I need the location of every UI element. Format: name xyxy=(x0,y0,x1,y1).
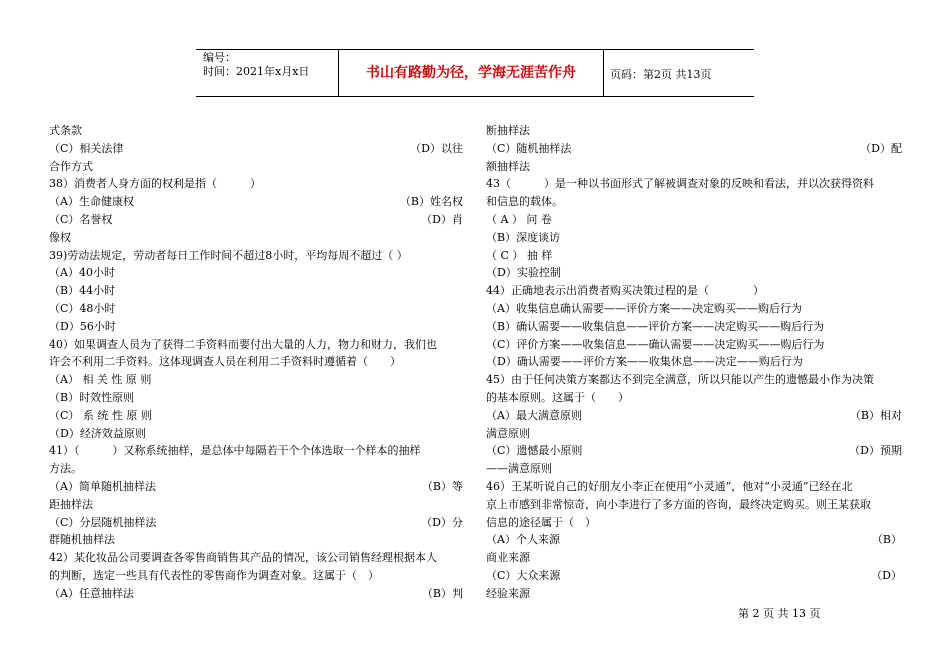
text-line xyxy=(486,425,902,443)
text-line xyxy=(49,353,463,371)
text-line xyxy=(486,211,902,229)
text-line xyxy=(49,282,463,300)
text-line xyxy=(486,496,902,514)
line-text: （ A ） 问 卷 xyxy=(486,212,552,226)
line-text: （ C ） 抽 样 xyxy=(486,248,553,262)
text-line xyxy=(486,531,902,549)
text-line xyxy=(49,122,463,140)
line-text: 的判断，选定一些具有代表性的零售商作为调查对象。这属于（ ） xyxy=(49,568,379,582)
line-text: （C）相关法律 xyxy=(49,141,124,155)
line-text: 许会不利用二手资料。这体现调查人员在利用二手资料时遵循着（ ） xyxy=(49,355,401,369)
line-text: 40）如果调查人员为了获得二手资料而要付出大量的人力，物力和财力，我们也 xyxy=(49,337,437,351)
text-line xyxy=(486,282,902,300)
text-line xyxy=(49,460,463,478)
text-line xyxy=(49,531,463,549)
text-line xyxy=(486,407,902,425)
line-text: 方法。 xyxy=(49,462,82,476)
line-text: 39)劳动法规定，劳动者每日工作时间不超过8小时，平均每周不超过（ ） xyxy=(49,248,408,262)
text-line xyxy=(486,300,902,318)
line-text: ——满意原则 xyxy=(486,462,552,476)
line-option-right: （B）姓名权 xyxy=(399,195,463,209)
line-text: （B）时效性原则 xyxy=(49,390,135,404)
line-text: （B）44小时 xyxy=(49,284,116,298)
text-line xyxy=(486,549,902,567)
text-line xyxy=(486,140,902,158)
line-text: （A） 相 关 性 原 则 xyxy=(49,373,152,387)
line-option-right: （B）判 xyxy=(421,586,463,600)
text-line xyxy=(486,371,902,389)
line-option-right: （D）分 xyxy=(421,515,463,529)
text-line xyxy=(49,193,463,211)
line-text: 满意原则 xyxy=(486,426,530,440)
line-text: 43（ ）是一种以书面形式了解被调查对象的反映和看法，并以次获得资料 xyxy=(486,177,874,191)
line-text: （B）深度谈访 xyxy=(486,230,561,244)
line-text: （C）名誉权 xyxy=(49,212,113,226)
line-text: （A）简单随机抽样法 xyxy=(49,479,156,493)
header-meta xyxy=(203,51,309,79)
line-text: （A）收集信息确认需要——评价方案——决定购买——购后行为 xyxy=(486,301,802,315)
line-text: （D）确认需要——评价方案——收集休息——决定——购后行为 xyxy=(486,355,803,369)
text-line xyxy=(486,478,902,496)
text-line xyxy=(49,247,463,265)
text-line xyxy=(486,122,902,140)
line-text: 商业来源 xyxy=(486,551,530,565)
line-text: 44）正确地表示出消费者购买决策过程的是（ ） xyxy=(486,284,764,298)
text-line xyxy=(49,264,463,282)
text-line xyxy=(486,353,902,371)
text-line xyxy=(486,514,902,532)
header-bottom-rule xyxy=(196,96,754,97)
text-line xyxy=(486,175,902,193)
line-text: 的基本原则。这属于（ ） xyxy=(486,390,629,404)
line-text: （C） 系 统 性 原 则 xyxy=(49,408,152,422)
text-line xyxy=(486,389,902,407)
text-line xyxy=(49,407,463,425)
line-text: 42）某化妆品公司要调查各零售商销售其产品的情况，该公司销售经理根据本人 xyxy=(49,551,437,565)
line-option-right: （B）等 xyxy=(421,479,463,493)
line-text: 经验来源 xyxy=(486,586,530,600)
text-line xyxy=(49,318,463,336)
text-line xyxy=(486,193,902,211)
header-divider-right xyxy=(603,49,604,96)
text-line xyxy=(49,514,463,532)
text-line xyxy=(49,336,463,354)
text-line xyxy=(486,318,902,336)
line-text: （D）实验控制 xyxy=(486,266,561,280)
line-text: 38）消费者人身方面的权利是指（ ） xyxy=(49,177,261,191)
line-text: 信息的途径属于（ ） xyxy=(486,515,596,529)
line-text: （D）经济效益原则 xyxy=(49,426,146,440)
line-text: 群随机抽样法 xyxy=(49,533,115,547)
line-text: 断抽样法 xyxy=(486,124,530,137)
text-line xyxy=(49,585,463,603)
line-text: （A）个人来源 xyxy=(486,533,560,547)
text-line xyxy=(49,371,463,389)
line-text: 像权 xyxy=(49,230,71,244)
line-text: （A）40小时 xyxy=(49,266,115,280)
header-top-rule xyxy=(196,49,754,50)
line-text: 距抽样法 xyxy=(49,497,93,511)
line-text: （A）生命健康权 xyxy=(49,195,134,209)
line-text: 额抽样法 xyxy=(486,159,530,173)
document-number-label: 编号： xyxy=(203,51,236,64)
text-line xyxy=(486,264,902,282)
line-option-right: （B）相对 xyxy=(849,408,902,422)
line-text: （A）任意抽样法 xyxy=(49,586,134,600)
line-text: 41）（ ）又称系统抽样，是总体中每隔若干个个体选取一个样本的抽样 xyxy=(49,444,421,458)
text-line xyxy=(486,229,902,247)
line-text: （D）56小时 xyxy=(49,319,116,333)
text-line xyxy=(49,478,463,496)
line-option-right: （B） xyxy=(871,533,902,547)
line-text: （C）随机抽样法 xyxy=(486,141,572,155)
line-option-right: （D）肖 xyxy=(421,212,463,226)
text-line xyxy=(49,496,463,514)
line-text: 京上市感到非常惊奇，向小李进行了多方面的咨询，最终决定购买。则王某获取 xyxy=(486,497,871,511)
line-text: （C）48小时 xyxy=(49,301,116,315)
page-footer: 第 2 页 共 13 页 xyxy=(738,607,821,620)
line-text: 和信息的载体。 xyxy=(486,195,563,209)
text-line xyxy=(486,158,902,176)
text-line xyxy=(49,549,463,567)
line-text: 合作方式 xyxy=(49,159,93,173)
text-line xyxy=(49,229,463,247)
header-page-indicator: 页码：第2页 共13页 xyxy=(610,68,712,81)
line-text: 式条款 xyxy=(49,124,82,137)
line-option-right: （D）预期 xyxy=(849,444,902,458)
text-line xyxy=(486,585,902,603)
line-option-right: （D）配 xyxy=(860,141,902,155)
line-option-right: （D） xyxy=(871,568,902,582)
line-text: 46）王某听说自己的好朋友小李正在使用“小灵通”，他对“小灵通”已经在北 xyxy=(486,479,853,493)
right-column xyxy=(486,122,902,603)
text-line xyxy=(49,158,463,176)
text-line xyxy=(486,336,902,354)
line-text: （C）评价方案——收集信息——确认需要——决定购买——购后行为 xyxy=(486,337,825,351)
text-line xyxy=(49,425,463,443)
text-line xyxy=(486,442,902,460)
header-divider-left xyxy=(338,49,339,96)
text-line xyxy=(49,389,463,407)
header-motto: 书山有路勤为径，学海无涯苦作舟 xyxy=(366,65,576,81)
left-column xyxy=(49,122,463,603)
document-date: 时间：2021年x月x日 xyxy=(203,65,310,78)
text-line xyxy=(49,175,463,193)
text-line xyxy=(49,300,463,318)
line-text: （C）遗憾最小原则 xyxy=(486,444,583,458)
line-text: （C）分层随机抽样法 xyxy=(49,515,157,529)
text-line xyxy=(486,460,902,478)
line-text: （B）确认需要——收集信息——评价方案——决定购买——购后行为 xyxy=(486,319,825,333)
line-text: （A）最大满意原则 xyxy=(486,408,582,422)
text-line xyxy=(49,567,463,585)
text-line xyxy=(49,442,463,460)
line-text: 45）由于任何决策方案都达不到完全满意，所以只能以产生的遗憾最小作为决策 xyxy=(486,373,874,387)
text-line xyxy=(486,247,902,265)
line-text: （C）大众来源 xyxy=(486,568,561,582)
text-line xyxy=(49,211,463,229)
line-option-right: （D）以往 xyxy=(410,141,463,155)
text-line xyxy=(486,567,902,585)
text-line xyxy=(49,140,463,158)
